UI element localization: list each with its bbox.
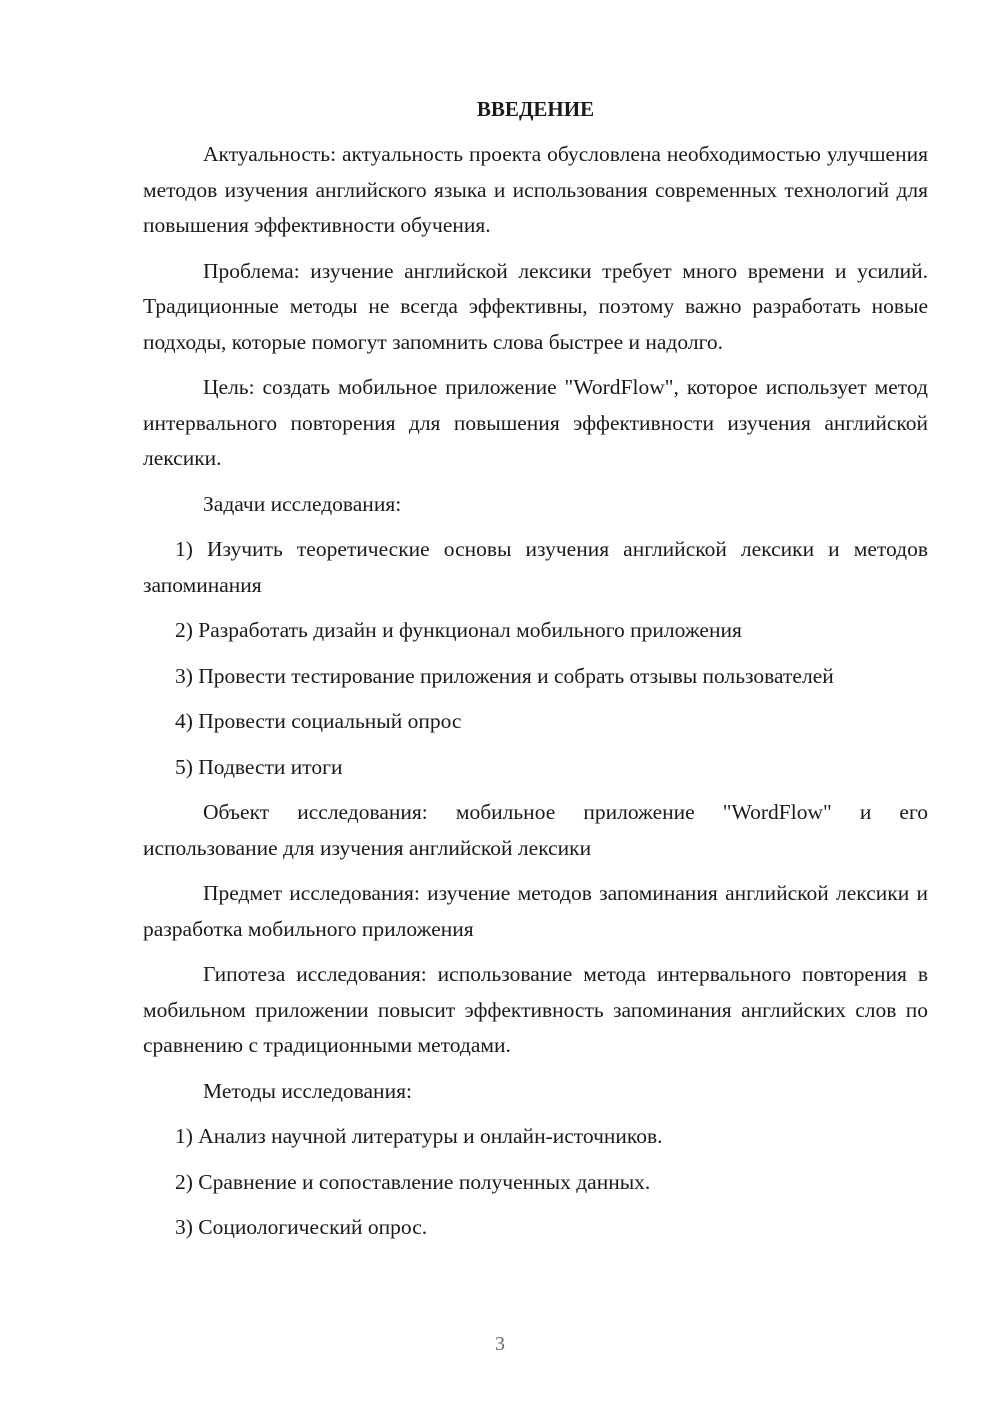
paragraph-subject: Предмет исследования: изучение методов запоминания английской лексики и разработка мобильного приложения	[143, 881, 928, 941]
paragraph-hypothesis: Гипотеза исследования: использование метода интервального повторения в мобильном приложении повысит эффективность запоминания английских слов по сравнению с традиционными методами.	[143, 962, 928, 1057]
section-title: ВВЕДЕНИЕ	[476, 97, 595, 121]
paragraph-methods-heading: Методы исследования:	[203, 1078, 412, 1103]
paragraph-tasks-heading: Задачи исследования:	[203, 491, 402, 516]
task-item-4: 4) Провести социальный опрос	[175, 709, 462, 733]
paragraph-relevance: Актуальность: актуальность проекта обусловлена необходимостью улучшения методов изучения английского языка и использования современных технологий для повышения эффективности обучения.	[143, 142, 928, 237]
method-item-1: 1) Анализ научной литературы и онлайн-источников.	[175, 1124, 663, 1148]
page-number: 3	[495, 1333, 505, 1355]
document-page	[143, 92, 928, 1256]
paragraph-goal: Цель: создать мобильное приложение "WordFlow", которое использует метод интервального повторения для повышения эффективности изучения английской лексики.	[143, 375, 928, 470]
task-item-3: 3) Провести тестирование приложения и собрать отзывы пользователей	[175, 663, 834, 688]
paragraph-problem: Проблема: изучение английской лексики требует много времени и усилий. Традиционные методы не всегда эффективны, поэтому важно разработать новые подходы, которые помогут запомнить слова быстрее и надолго.	[143, 258, 928, 354]
task-item-5: 5) Подвести итоги	[175, 754, 343, 779]
paragraph-object: Объект исследования: мобильное приложение "WordFlow" и его использование для изучения английской лексики	[143, 800, 928, 860]
task-item-2: 2) Разработать дизайн и функционал мобильного приложения	[175, 618, 742, 642]
method-item-3: 3) Социологический опрос.	[175, 1215, 428, 1239]
method-item-2: 2) Сравнение и сопоставление полученных данных.	[175, 1169, 651, 1194]
task-item-1: 1) Изучить теоретические основы изучения английской лексики и методов запоминания	[143, 537, 928, 597]
